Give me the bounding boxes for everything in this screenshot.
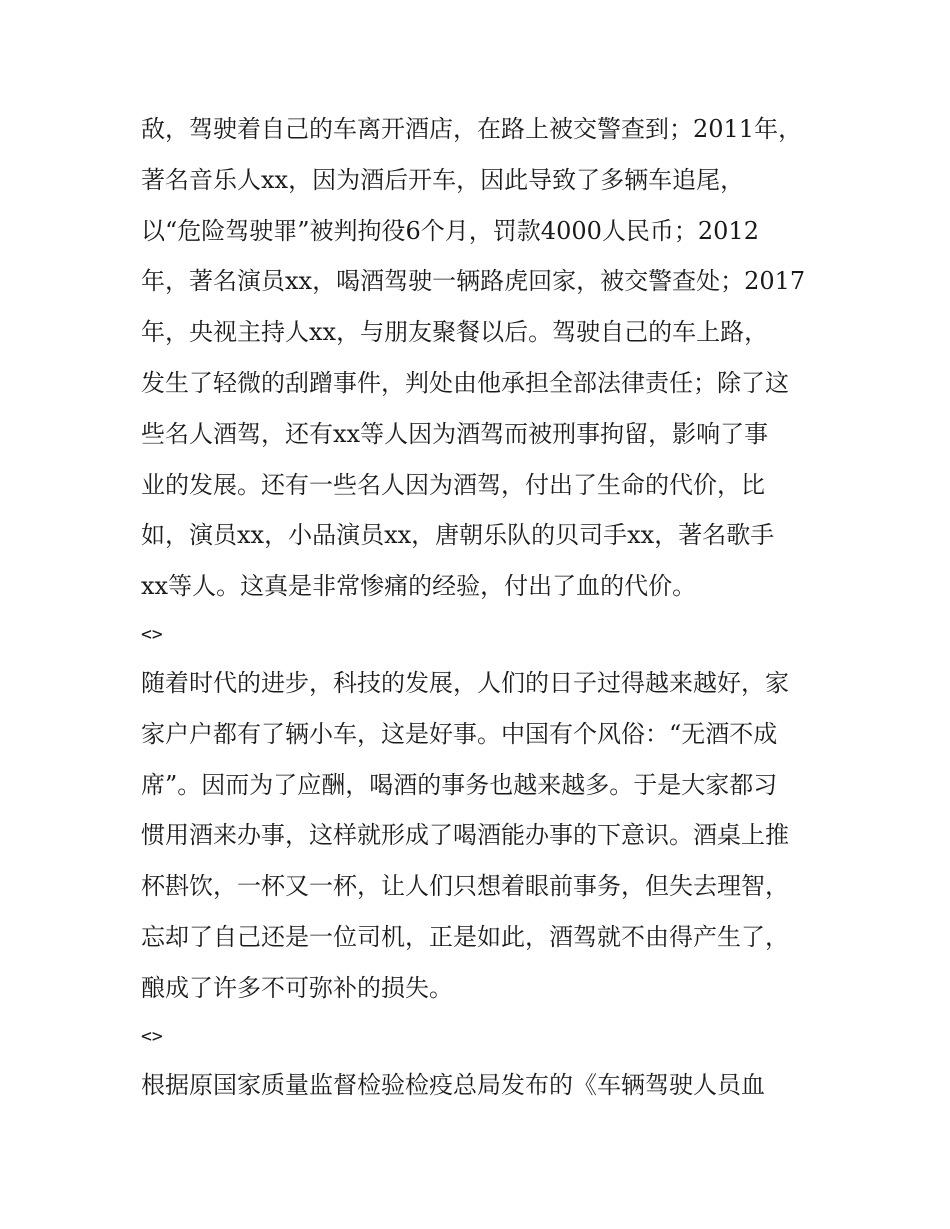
text-line: 酿成了许多不可弥补的损失。	[141, 973, 453, 1002]
text-line: 发生了轻微的刮蹭事件，判处由他承担全部法律责任；除了这	[141, 368, 789, 397]
text-line: 年，著名演员xx，喝酒驾驶一辆路虎回家，被交警查处；2017	[141, 267, 806, 296]
section-separator: <>	[141, 623, 163, 645]
text-line: 以“危险驾驶罪”被判拘役6个月，罚款4000人民币；2012	[141, 216, 759, 245]
text-line: xx等人。这真是非常惨痛的经验，付出了血的代价。	[141, 572, 697, 601]
paragraph-1	[141, 104, 821, 612]
text-line: 年，央视主持人xx，与朋友聚餐以后。驾驶自己的车上路，	[141, 318, 769, 347]
section-separator: <>	[141, 1025, 163, 1047]
text-line: 根据原国家质量监督检验检疫总局发布的《车辆驾驶人员血	[141, 1070, 765, 1099]
text-line: 如，演员xx，小品演员xx，唐朝乐队的贝司手xx，著名歌手	[141, 521, 775, 550]
text-line: 家户户都有了辆小车，这是好事。中国有个风俗：“无酒不成	[141, 719, 778, 748]
text-line: 忘却了自己还是一位司机，正是如此，酒驾就不由得产生了，	[141, 922, 789, 951]
text-line: 惯用酒来办事，这样就形成了喝酒能办事的下意识。酒桌上推	[141, 821, 789, 850]
text-line: 些名人酒驾，还有xx等人因为酒驾而被刑事拘留，影响了事	[141, 419, 769, 448]
text-line: 业的发展。还有一些名人因为酒驾，付出了生命的代价，比	[141, 470, 765, 499]
paragraph-2	[141, 658, 821, 1014]
text-line: 随着时代的进步，科技的发展，人们的日子过得越来越好，家	[141, 668, 789, 697]
text-line: 杯斟饮，一杯又一杯，让人们只想着眼前事务，但失去理智，	[141, 872, 789, 901]
paragraph-3	[141, 1060, 821, 1111]
text-line: 席”。因而为了应酬，喝酒的事务也越来越多。于是大家都习	[141, 770, 778, 799]
document-body	[141, 104, 821, 1110]
text-line: 敌，驾驶着自己的车离开酒店，在路上被交警查到；2011年，	[141, 115, 803, 143]
text-line: 著名音乐人xx，因为酒后开车，因此导致了多辆车追尾，	[141, 165, 745, 194]
